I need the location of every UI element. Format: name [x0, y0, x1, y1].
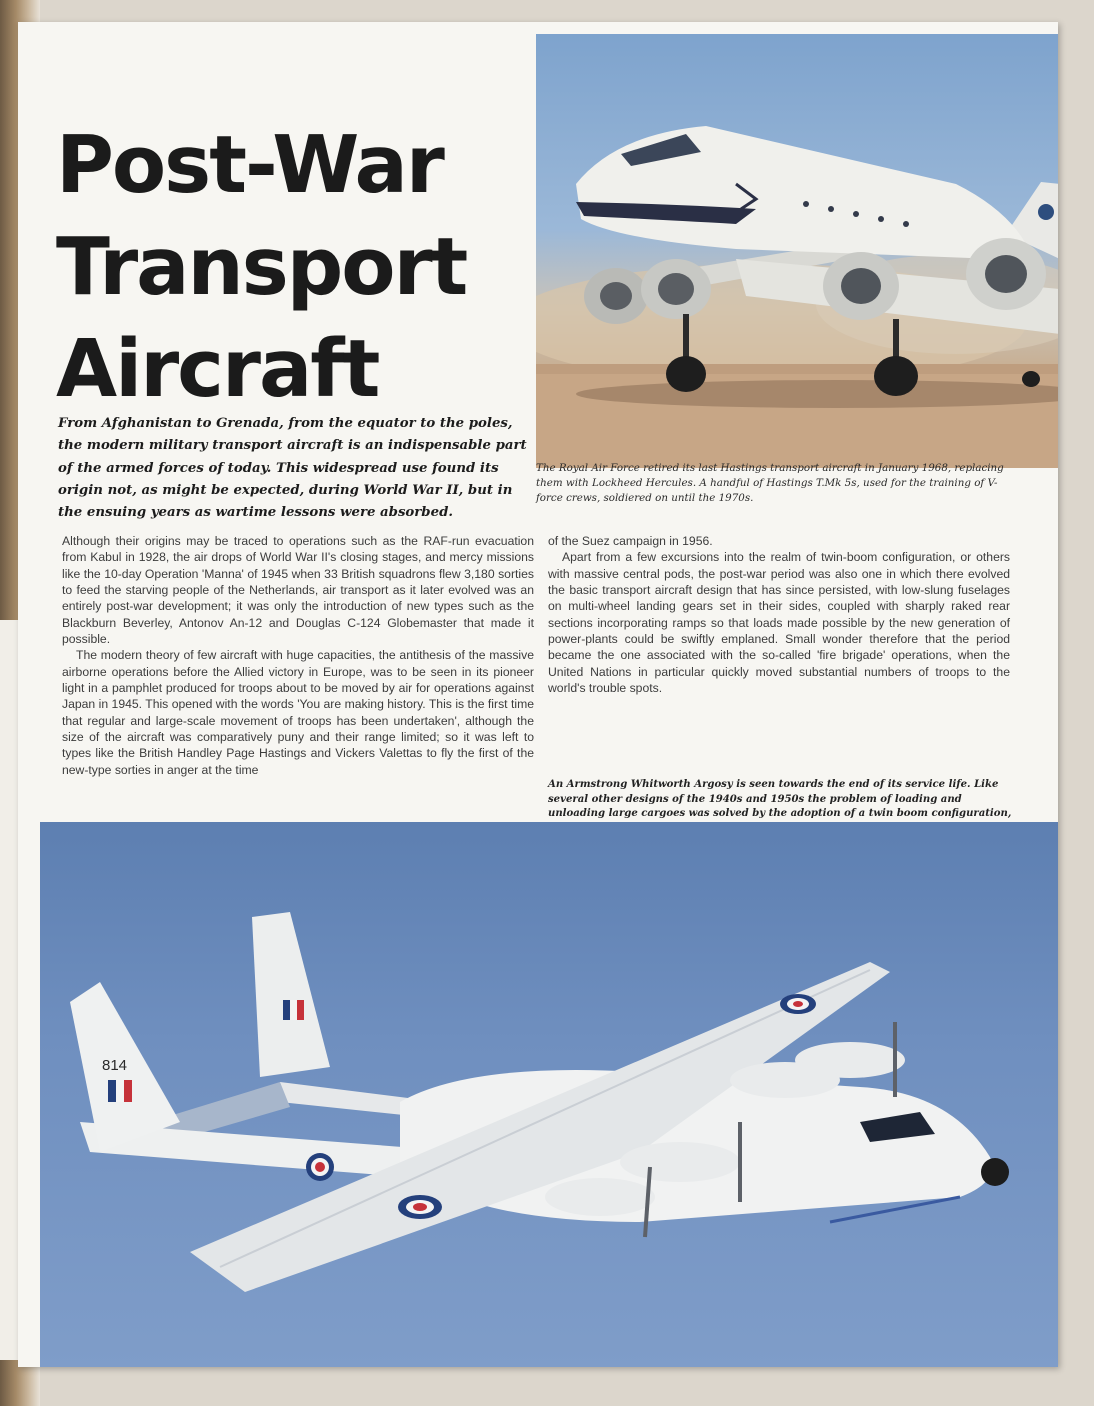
magazine-page	[18, 22, 1058, 1367]
body-paragraph: Although their origins may be traced to operations such as the RAF-run evacuation from Kabul in 1928, the air drops of World War II's closing stages, and mercy missions like the 10-day Operation 'Manna' of 1945 when 33 British squadrons flew 3,180 sorties to feed the starving people of the Netherlands, air transport as it later evolved was an entirely post-war development; it was only the introduction of new types such as the Blackburn Beverley, Antonov An-12 and Douglas C-124 Globemaster that made it possible.	[62, 534, 534, 647]
argosy-photo	[40, 822, 1058, 1367]
intro-paragraph: From Afghanistan to Grenada, from the equator to the poles, the modern military transport aircraft is an indispensable part of the armed forces of today. This widespread use found its origin not, as might be expected, during World War II, but in the ensuing years as wartime lessons were absorbed.	[58, 416, 527, 521]
aircraft-serial: 814	[102, 1057, 128, 1074]
body-paragraph: of the Suez campaign in 1956.	[548, 534, 713, 548]
hastings-caption: The Royal Air Force retired its last Hastings transport aircraft in January 1968, replacing them with Lockheed Hercules. A handful of Hastings T.Mk 5s, used for the training of V-force crews, soldiered on until the 1970s.	[536, 462, 1004, 504]
argosy-caption: An Armstrong Whitworth Argosy is seen towards the end of its service life. Like several other designs of the 1940s and 1950s the problem of loading and unloading large cargoes was solved by the adoption of a twin boom configuration,	[548, 779, 1012, 819]
title-line-1: Post-War	[56, 119, 443, 211]
hastings-photo	[536, 34, 1058, 468]
body-paragraph: Apart from a few excursions into the realm of twin-boom configuration, or others with massive central pods, the post-war period was also one in which there evolved the basic transport aircraft design that has since persisted, with low-slung fuselages on multi-wheel landing gears set in their sides, coupled with sharply raked rear sections incorporating ramps so that loads made possible by the new generation of power-plants could be swiftly emplaned. Small wonder therefore that the period became the one associated with the so-called 'fire brigade' operations, when the United Nations in particular quickly moved substantial numbers of troops to the world's trouble spots.	[548, 550, 1010, 696]
title-line-3: Aircraft	[56, 323, 379, 415]
body-paragraph: The modern theory of few aircraft with huge capacities, the antithesis of the massive airborne operations before the Allied victory in Europe, was to be seen in its pioneer light in a pamphlet produced for troops about to be moved by air for operations against Japan in 1945. This opened with the words 'You are making history. This is the first time that regular and large-scale movement of troops has been undertaken', although the size of the aircraft was comparatively puny and their range limited; so it was left to types like the British Handley Page Hastings and Vickers Valettas to fly the first of the new-type sorties in anger at the time	[62, 648, 534, 777]
article-title	[56, 114, 536, 420]
title-line-2: Transport	[56, 221, 467, 313]
body-column-right	[548, 533, 1010, 696]
body-column-left	[62, 533, 534, 778]
